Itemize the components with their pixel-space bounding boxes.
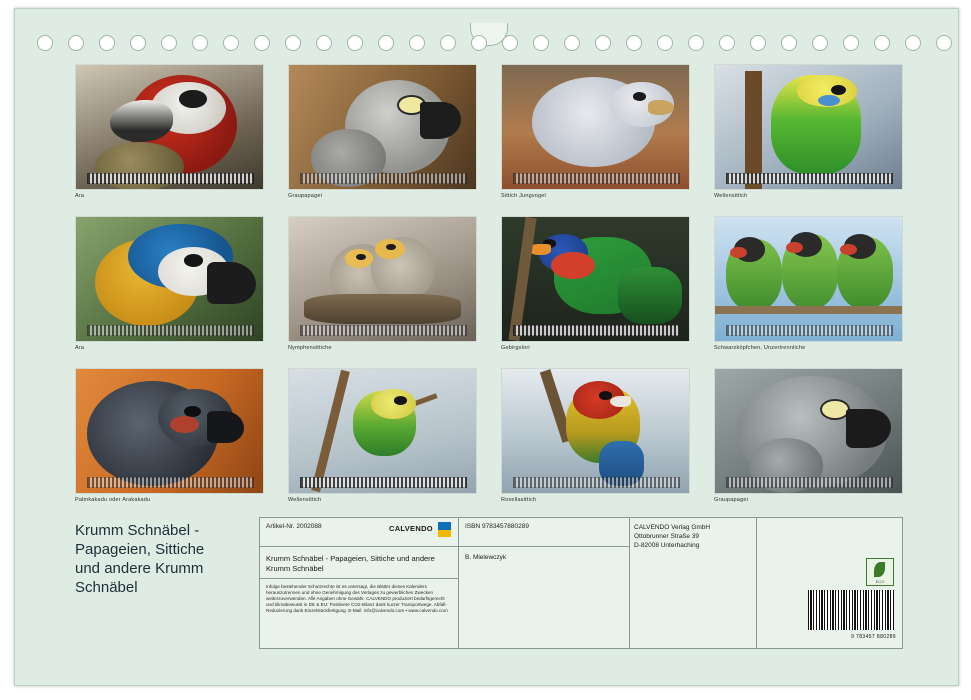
eco-label: ECO	[875, 579, 885, 584]
photo-cell	[501, 216, 688, 351]
photo-caption: Rosellasittich	[501, 497, 537, 503]
photo-caption: Ara	[75, 193, 85, 199]
photo-scale-strip	[726, 477, 893, 488]
photo-caption: Graupapagei	[714, 497, 749, 503]
binding-hole	[626, 35, 642, 51]
calvendo-logo	[389, 522, 451, 538]
calvendo-logo-mark	[438, 522, 451, 537]
binding-hole	[192, 35, 208, 51]
author-name: B. Mielewczyk	[465, 554, 507, 561]
publisher-line-2: Ottobrunner Straße 39	[634, 533, 700, 540]
bird-photo-cockatiels	[288, 216, 477, 342]
binding-hole	[37, 35, 53, 51]
photo-cell	[714, 64, 901, 199]
binding-hole	[750, 35, 766, 51]
photo-caption: Wellensittich	[714, 193, 748, 199]
binding-hole	[130, 35, 146, 51]
binding-hole	[688, 35, 704, 51]
binding-hole	[285, 35, 301, 51]
binding-holes-strip	[15, 9, 958, 55]
binding-hole	[502, 35, 518, 51]
photo-caption: Sittich Jungvogel	[501, 193, 546, 199]
publisher-info-box	[458, 517, 757, 649]
binding-hole	[595, 35, 611, 51]
binding-hole	[68, 35, 84, 51]
leaf-icon	[874, 562, 885, 577]
photo-grid	[75, 64, 901, 504]
photo-scale-strip	[87, 325, 254, 336]
binding-hole	[409, 35, 425, 51]
photo-caption: Palmkakadu oder Arakakadu	[75, 497, 151, 503]
product-title-line-4: Schnäbel	[75, 579, 138, 596]
article-info-box	[259, 517, 459, 649]
bird-photo-blue-and-gold-macaw	[75, 216, 264, 342]
photo-scale-strip	[300, 173, 467, 184]
photo-scale-strip	[513, 173, 680, 184]
article-number: Artikel-Nr. 2002088	[266, 523, 322, 530]
bird-photo-eastern-rosella	[501, 368, 690, 494]
binding-hole	[657, 35, 673, 51]
photo-cell	[501, 368, 688, 503]
divider-vertical	[629, 518, 630, 648]
calvendo-logo-text: CALVENDO	[389, 524, 433, 533]
binding-hole	[874, 35, 890, 51]
publisher-line-3: D-82008 Unterhaching	[634, 542, 700, 549]
binding-hole	[719, 35, 735, 51]
bird-photo-lovebirds-trio	[714, 216, 903, 342]
bird-photo-palm-cockatoo	[75, 368, 264, 494]
binding-hole	[905, 35, 921, 51]
photo-scale-strip	[87, 173, 254, 184]
photo-cell	[75, 368, 262, 503]
binding-hole	[161, 35, 177, 51]
eco-badge	[866, 558, 894, 586]
photo-cell	[288, 216, 475, 351]
binding-hole	[99, 35, 115, 51]
bird-photo-green-budgie-branch	[288, 368, 477, 494]
divider-3	[459, 546, 629, 547]
barcode-box	[756, 517, 903, 649]
photo-scale-strip	[513, 477, 680, 488]
photo-caption: Graupapagei	[288, 193, 323, 199]
binding-hole	[316, 35, 332, 51]
binding-hole	[440, 35, 456, 51]
photo-cell	[714, 216, 901, 351]
photo-cell	[288, 368, 475, 503]
isbn: ISBN 9783457880289	[465, 523, 529, 530]
publisher-line-1: CALVENDO Verlag GmbH	[634, 524, 711, 531]
calendar-sheet	[14, 8, 959, 686]
binding-hole	[843, 35, 859, 51]
bird-photo-green-budgie	[714, 64, 903, 190]
product-title	[75, 521, 250, 597]
photo-scale-strip	[513, 325, 680, 336]
photo-scale-strip	[726, 325, 893, 336]
product-title-line-2: Papageien, Sittiche	[75, 541, 205, 558]
binding-hole	[471, 35, 487, 51]
binding-hole	[347, 35, 363, 51]
bird-photo-grey-fledgling	[501, 64, 690, 190]
barcode-icon	[808, 590, 894, 630]
photo-scale-strip	[300, 477, 467, 488]
photo-caption: Schwarzköpfchen, Unzertrennliche	[714, 345, 806, 351]
binding-hole	[812, 35, 828, 51]
photo-caption: Gebirgslori	[501, 345, 530, 351]
product-title-line-3: und andere Krumm	[75, 560, 204, 577]
binding-hole	[223, 35, 239, 51]
binding-hole	[936, 35, 952, 51]
binding-hole	[564, 35, 580, 51]
photo-cell	[75, 64, 262, 199]
photo-caption: Ara	[75, 345, 85, 351]
photo-scale-strip	[87, 477, 254, 488]
photo-scale-strip	[300, 325, 467, 336]
binding-hole	[781, 35, 797, 51]
bird-photo-african-grey-portrait	[714, 368, 903, 494]
product-title-line-1: Krumm Schnäbel -	[75, 522, 200, 539]
book-title: Krumm Schnäbel - Papageien, Sittiche und andere Krumm Schnäbel	[266, 554, 435, 573]
photo-cell	[501, 64, 688, 199]
photo-caption: Wellensittich	[288, 497, 322, 503]
bird-photo-green-winged-macaw	[75, 64, 264, 190]
bird-photo-african-grey	[288, 64, 477, 190]
photo-caption: Nymphensittiche	[288, 345, 332, 351]
divider-2	[260, 578, 458, 579]
photo-cell	[288, 64, 475, 199]
binding-hole	[533, 35, 549, 51]
bird-photo-rainbow-lorikeet	[501, 216, 690, 342]
legal-notice: Infolge bestehender Schutzrechte ist es untersagt, die Blätter dieses Kalenders herauszutrennen und ohne Genehmigung des Verlages zu gewerblichen Zwecken weiterzuverwenden. Alle Angaben ohne Gewähr. CALVENDO produziert bedarfsgerecht und klimabewusst in DE & EU: Positivere CO2-Bilanz dank kurzer Transportwege. Abfall-Reduzierung dank Einzelstückfertigung. E-Mail: info@calvendo.com • www.calvendo.com	[266, 584, 448, 613]
photo-cell	[75, 216, 262, 351]
colophon-area	[75, 517, 901, 655]
photo-cell	[714, 368, 901, 503]
publisher-address	[634, 523, 710, 550]
barcode-number: 9 783457 880289	[851, 634, 896, 640]
photo-scale-strip	[726, 173, 893, 184]
binding-hole	[254, 35, 270, 51]
binding-hole	[378, 35, 394, 51]
divider	[260, 546, 458, 547]
